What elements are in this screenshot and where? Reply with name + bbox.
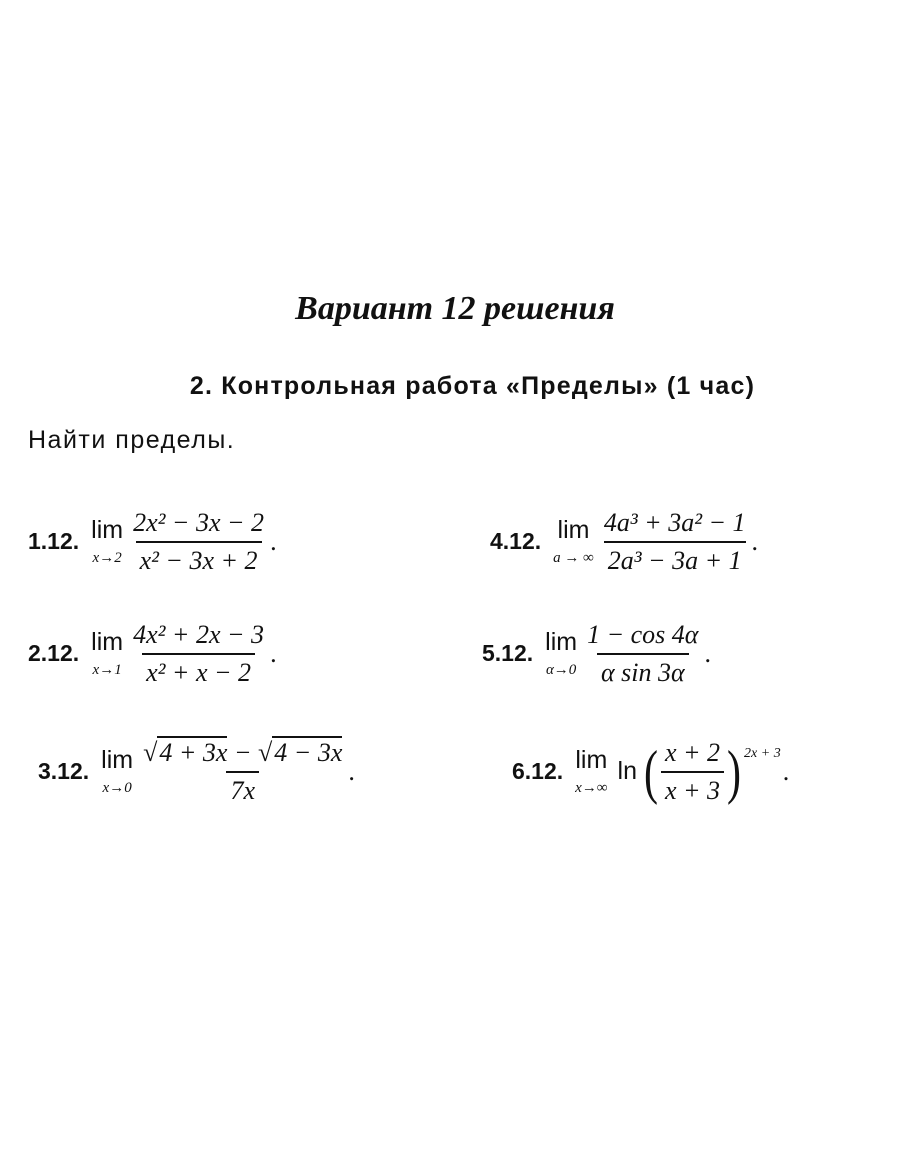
problem-2-12 [28,620,277,688]
numerator: 4x² + 2x − 3 [133,620,265,649]
limit-operator [101,745,134,796]
problem-3-12 [38,738,355,806]
numerator: 1 − cos 4α [587,620,699,649]
denominator: x² − 3x + 2 [136,541,262,576]
radicand-1: 4 + 3x [159,738,228,767]
numerator: x + 2 [664,738,721,767]
sqrt-symbol: √ [143,738,158,767]
problem-number: 1.12. [28,528,80,555]
end-dot: . [782,756,790,786]
lim-word: lim [575,745,608,774]
exponent: 2x + 3 [744,746,781,761]
instruction-text: Найти пределы. [28,426,236,454]
end-dot: . [270,526,277,556]
right-paren: ) [727,738,742,805]
limit-operator [545,627,578,678]
left-paren: ( [643,738,658,805]
ln-function: ln [617,757,637,786]
problem-number: 2.12. [28,640,80,667]
fraction [661,738,724,806]
problem-number: 4.12. [490,528,542,555]
variant-title: Вариант 12 решения [295,290,615,327]
end-dot: . [751,526,759,556]
lim-word: lim [91,515,124,544]
limit-operator [553,515,594,566]
lim-word: lim [545,627,578,656]
problem-4-12 [490,508,758,576]
denominator: x² + x − 2 [142,653,255,688]
end-dot: . [270,638,277,668]
problem-1-12 [28,508,277,576]
fraction [129,620,268,688]
numerator: 2x² − 3x − 2 [133,508,265,537]
denominator: x + 3 [661,771,724,806]
denominator: 7x [226,771,259,806]
problem-number: 5.12. [482,640,534,667]
fraction [583,620,702,688]
section-heading: 2. Контрольная работа «Пределы» (1 час) [189,372,756,400]
lim-subscript: a → ∞ [553,549,594,566]
problem-number: 6.12. [512,758,564,785]
problem-number: 3.12. [38,758,90,785]
problem-5-12 [482,620,711,688]
lim-subscript: α→0 [545,661,577,678]
minus-sign: − [227,738,259,767]
lim-subscript: x→∞ [575,779,608,796]
limit-operator [91,627,124,678]
fraction [600,508,750,576]
fraction [129,508,268,576]
fraction [139,738,346,806]
lim-word: lim [557,515,590,544]
sqrt-symbol: √ [258,738,273,767]
end-dot: . [704,638,711,668]
limit-operator [91,515,124,566]
problem-6-12 [512,738,789,806]
numerator [139,738,346,771]
lim-subscript: x→0 [102,779,132,796]
lim-word: lim [101,745,134,774]
numerator: 4a³ + 3a² − 1 [603,508,746,537]
end-dot: . [348,756,355,786]
lim-word: lim [91,627,124,656]
lim-subscript: x→2 [92,549,122,566]
lim-subscript: x→1 [92,661,122,678]
denominator: 2a³ − 3a + 1 [604,541,746,576]
limit-operator [575,745,608,796]
radicand-2: 4 − 3x [274,738,343,767]
denominator: α sin 3α [597,653,689,688]
